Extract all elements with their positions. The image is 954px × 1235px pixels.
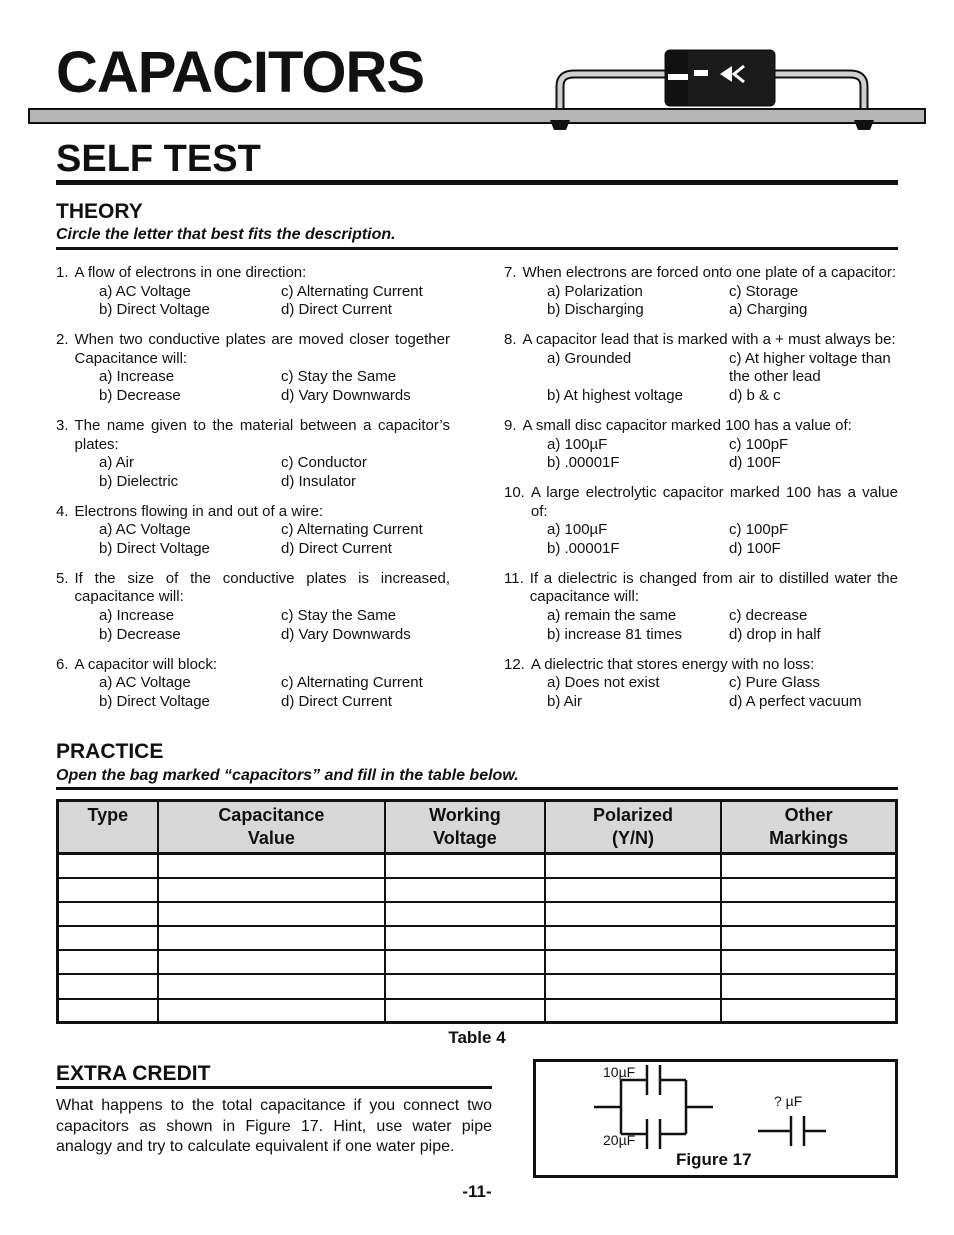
table-cell[interactable]: [58, 926, 158, 950]
table-cell[interactable]: [721, 854, 896, 878]
section-title: SELF TEST: [56, 138, 261, 180]
answer-option[interactable]: a) Increase: [99, 607, 175, 625]
table-cell[interactable]: [385, 926, 545, 950]
answer-option[interactable]: b) Direct Voltage: [99, 539, 210, 557]
capacitor-label-bottom: 20µF: [603, 1132, 636, 1148]
answer-option[interactable]: c) Stay the Same: [281, 368, 397, 386]
table-cell[interactable]: [158, 950, 385, 974]
table-cell[interactable]: [721, 999, 896, 1023]
answer-option[interactable]: d) Direct Current: [281, 301, 392, 319]
table-caption: Table 4: [448, 1028, 506, 1047]
column-header: [545, 801, 721, 854]
answer-option[interactable]: a) Charging: [729, 301, 808, 319]
answer-option[interactable]: a) Polarization: [547, 282, 643, 300]
table-row: [58, 950, 897, 974]
question-number: 12.: [504, 655, 525, 673]
table-cell[interactable]: [545, 854, 721, 878]
practice-instruction: Open the bag marked “capacitors” and fill in the table below.: [56, 767, 519, 784]
answer-option[interactable]: d) Direct Current: [281, 692, 392, 710]
table-cell[interactable]: [58, 902, 158, 926]
answer-option[interactable]: c) Alternating Current: [281, 282, 423, 300]
answer-option[interactable]: a) remain the same: [547, 607, 677, 625]
table-cell[interactable]: [545, 974, 721, 998]
answer-option[interactable]: b) At highest voltage: [547, 386, 683, 404]
answer-option[interactable]: b) Decrease: [99, 386, 181, 404]
answer-option[interactable]: a) AC Voltage: [99, 674, 191, 692]
table-cell[interactable]: [158, 902, 385, 926]
answer-option[interactable]: a) 100µF: [547, 521, 608, 539]
questions-left-column: [56, 264, 450, 723]
column-header-label: Polarized: [593, 805, 674, 825]
theory-heading: THEORY: [56, 200, 143, 223]
answer-option[interactable]: a) Air: [99, 454, 135, 472]
answer-option[interactable]: c) decrease: [729, 607, 808, 625]
question-number: 9.: [504, 416, 517, 434]
question-number: 5.: [56, 569, 69, 587]
answer-option[interactable]: b) increase 81 times: [547, 625, 683, 643]
answer-option[interactable]: b) Direct Voltage: [99, 692, 210, 710]
column-header: [58, 801, 158, 854]
page-title: CAPACITORS: [56, 40, 425, 105]
question: [56, 570, 450, 644]
answer-option[interactable]: c) Conductor: [281, 454, 367, 472]
column-header-label: Markings: [769, 828, 849, 848]
question: [56, 656, 450, 712]
table-cell[interactable]: [158, 999, 385, 1023]
answer-option[interactable]: c) At higher voltage than the other lead: [729, 349, 891, 386]
table-row: [58, 926, 897, 950]
answer-option[interactable]: d) Insulator: [281, 472, 357, 490]
figure-caption: Figure 17: [676, 1150, 752, 1169]
question-number: 6.: [56, 655, 69, 673]
table-row: [58, 974, 897, 998]
answer-option[interactable]: c) 100pF: [729, 435, 789, 453]
question-number: 7.: [504, 264, 517, 281]
table-cell[interactable]: [58, 854, 158, 878]
divider: [56, 180, 898, 185]
question-text: If the size of the conductive plates is increased, capacitance will:: [74, 569, 450, 606]
answer-option[interactable]: b) .00001F: [547, 539, 620, 557]
question-text: Electrons flowing in and out of a wire:: [74, 502, 323, 520]
table-cell[interactable]: [158, 926, 385, 950]
question-text: A capacitor lead that is marked with a + must always be:: [522, 331, 896, 349]
table-cell[interactable]: [385, 854, 545, 878]
table-row: [58, 902, 897, 926]
answer-option[interactable]: b) Air: [547, 692, 583, 710]
column-header: [385, 801, 545, 854]
capacitor-label-top: 10µF: [603, 1064, 636, 1080]
table-cell[interactable]: [545, 999, 721, 1023]
question-text: A capacitor will block:: [74, 655, 218, 673]
question-text: A small disc capacitor marked 100 has a value of:: [522, 416, 852, 434]
answer-option[interactable]: d) 100F: [729, 539, 781, 557]
table-cell[interactable]: [385, 999, 545, 1023]
divider: [56, 787, 898, 790]
column-header: [158, 801, 385, 854]
question-text: A flow of electrons in one direction:: [74, 264, 307, 281]
table-cell[interactable]: [158, 878, 385, 902]
table-row: [58, 999, 897, 1023]
answer-option[interactable]: b) Decrease: [99, 625, 181, 643]
answer-option[interactable]: d) A perfect vacuum: [729, 692, 862, 710]
table-header-row: [58, 801, 897, 854]
table-cell[interactable]: [158, 854, 385, 878]
question-text: A large electrolytic capacitor marked 100 has a value of:: [530, 484, 898, 520]
answer-option[interactable]: c) Pure Glass: [729, 674, 820, 692]
answer-option[interactable]: c) Stay the Same: [281, 607, 397, 625]
practice-heading: PRACTICE: [56, 740, 164, 763]
table-cell[interactable]: [58, 999, 158, 1023]
question: [56, 417, 450, 491]
divider: [56, 1086, 492, 1089]
question: [56, 264, 450, 320]
table-cell[interactable]: [385, 950, 545, 974]
answer-option[interactable]: d) drop in half: [729, 625, 821, 643]
column-header: [721, 801, 896, 854]
answer-option[interactable]: d) Direct Current: [281, 539, 392, 557]
answer-option[interactable]: b) .00001F: [547, 454, 620, 472]
table-cell[interactable]: [721, 974, 896, 998]
table-row: [58, 878, 897, 902]
answer-option[interactable]: a) AC Voltage: [99, 282, 191, 300]
column-header-label: Voltage: [433, 828, 497, 848]
table-cell[interactable]: [721, 926, 896, 950]
answer-option[interactable]: c) 100pF: [729, 521, 789, 539]
table-cell[interactable]: [545, 902, 721, 926]
table-cell[interactable]: [158, 974, 385, 998]
theory-instruction: Circle the letter that best fits the description.: [56, 226, 396, 243]
question-text: A dielectric that stores energy with no loss:: [530, 655, 815, 673]
figure-17: [533, 1059, 898, 1178]
table-cell[interactable]: [545, 878, 721, 902]
page-number: -11-: [462, 1182, 492, 1201]
table-cell[interactable]: [58, 950, 158, 974]
column-header-label: Working: [429, 805, 501, 825]
question-number: 1.: [56, 264, 69, 281]
table-cell[interactable]: [721, 902, 896, 926]
question: [504, 264, 898, 320]
question: [504, 417, 898, 473]
column-header-label: (Y/N): [612, 828, 655, 848]
table-row: [58, 854, 897, 878]
answer-option[interactable]: b) Direct Voltage: [99, 301, 210, 319]
answer-option[interactable]: b) Dielectric: [99, 472, 179, 490]
answer-option[interactable]: a) 100µF: [547, 435, 608, 453]
question-number: 3.: [56, 416, 69, 434]
answer-option[interactable]: d) Vary Downwards: [281, 386, 411, 404]
table-cell[interactable]: [721, 950, 896, 974]
table-cell[interactable]: [58, 878, 158, 902]
table-cell[interactable]: [721, 878, 896, 902]
answer-option[interactable]: a) Grounded: [547, 349, 632, 367]
question-number: 10.: [504, 484, 525, 502]
question-number: 4.: [56, 502, 69, 520]
answer-option[interactable]: a) Increase: [99, 368, 175, 386]
answer-option[interactable]: c) Storage: [729, 282, 799, 300]
question-number: 11.: [504, 569, 524, 587]
question-number: 2.: [56, 331, 69, 349]
answer-option[interactable]: d) b & c: [729, 386, 781, 404]
answer-option[interactable]: a) Does not exist: [547, 674, 660, 692]
answer-option[interactable]: b) Discharging: [547, 301, 644, 319]
question-text: When two conductive plates are moved closer together Capacitance will:: [74, 331, 450, 367]
column-header-label: Other: [784, 805, 833, 825]
extra-credit-text: What happens to the total capacitance if you connect two capacitors as shown in Figure 17. Hint, use water pipe analogy and try to calculate equivalent if one water pipe.: [56, 1097, 492, 1156]
column-header-label: Type: [87, 805, 129, 825]
column-header-label: Capacitance: [218, 805, 325, 825]
table-cell[interactable]: [545, 950, 721, 974]
question: [504, 484, 898, 558]
table-cell[interactable]: [545, 926, 721, 950]
question: [56, 331, 450, 405]
answer-option[interactable]: a) AC Voltage: [99, 521, 191, 539]
divider: [56, 247, 898, 250]
question-text: If a dielectric is changed from air to distilled water the capacitance will:: [529, 569, 898, 606]
extra-credit-heading: EXTRA CREDIT: [56, 1062, 211, 1085]
table-cell[interactable]: [385, 878, 545, 902]
answer-option[interactable]: c) Alternating Current: [281, 674, 423, 692]
practice-table: [56, 799, 898, 1024]
answer-option[interactable]: d) Vary Downwards: [281, 625, 411, 643]
answer-option[interactable]: d) 100F: [729, 454, 781, 472]
question-text: When electrons are forced onto one plate of a capacitor:: [522, 264, 897, 281]
question: [56, 503, 450, 559]
answer-option[interactable]: c) Alternating Current: [281, 521, 423, 539]
column-header-label: Value: [247, 828, 295, 848]
capacitor-label-unknown: ? µF: [774, 1093, 803, 1109]
question-text: The name given to the material between a capacitor’s plates:: [74, 416, 450, 453]
table-cell[interactable]: [385, 974, 545, 998]
question: [504, 331, 898, 405]
capacitor-illustration: [548, 46, 888, 138]
question: [504, 656, 898, 712]
table-cell[interactable]: [58, 974, 158, 998]
question: [504, 570, 898, 644]
question-number: 8.: [504, 331, 517, 349]
table-cell[interactable]: [385, 902, 545, 926]
questions-right-column: [504, 264, 898, 723]
